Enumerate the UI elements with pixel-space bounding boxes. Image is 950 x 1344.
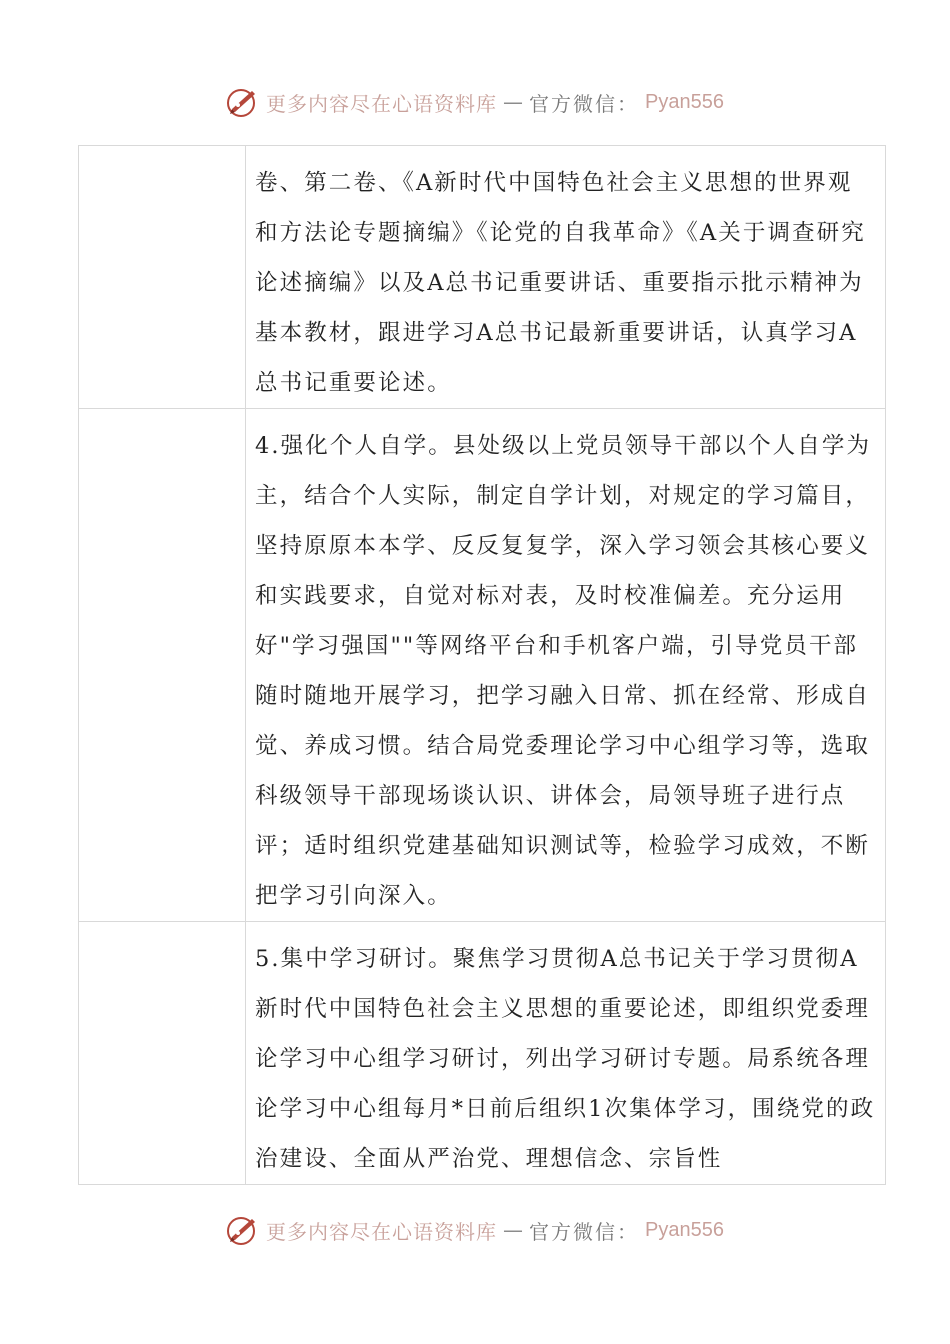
table-row (79, 146, 886, 409)
footer-wechat-id: Pyan556 (645, 1218, 724, 1241)
table-row (79, 922, 886, 1185)
header-wechat-label: 官方微信： (529, 91, 640, 116)
footer-banner (0, 1210, 950, 1250)
table-cell-left (79, 409, 246, 922)
table-cell-right (246, 922, 886, 1185)
pen-circle-logo-icon (226, 1213, 260, 1247)
content-table (78, 145, 886, 1185)
paragraph-group-study: 5.集中学习研讨。聚焦学习贯彻A总书记关于学习贯彻A新时代中国特色社会主义思想的重要论述，即组织党委理论学习中心组学习研讨，列出学习研讨专题。局系统各理论学习中心组每月*日前后组织1次集体学习，围绕党的政治建设、全面从严治党、理想信念、宗旨性 (255, 946, 876, 1172)
header-brand-text: 更多内容尽在心语资料库 (266, 91, 498, 116)
header-wechat-id: Pyan556 (645, 90, 724, 113)
table-row (79, 409, 886, 922)
footer-brand-text: 更多内容尽在心语资料库 (266, 1219, 498, 1244)
table-cell-left (79, 146, 246, 409)
table-cell-right (246, 146, 886, 409)
paragraph-study-materials: 卷、第二卷、《A新时代中国特色社会主义思想的世界观和方法论专题摘编》《论党的自我革命》《A关于调查研究论述摘编》以及A总书记重要讲话、重要指示批示精神为基本教材，跟进学习A总书记最新重要讲话，认真学习A总书记重要论述。 (255, 170, 866, 396)
header-banner (0, 82, 950, 122)
table-cell-left (79, 922, 246, 1185)
footer-wechat-label: 官方微信： (529, 1219, 640, 1244)
footer-separator: — (503, 1218, 524, 1242)
table-cell-right (246, 409, 886, 922)
header-separator: — (503, 90, 524, 114)
paragraph-self-study: 4.强化个人自学。县处级以上党员领导干部以个人自学为主，结合个人实际，制定自学计划，对规定的学习篇目，坚持原原本本学、反反复复学，深入学习领会其核心要义和实践要求，自觉对标对表，及时校准偏差。充分运用好"学习强国""等网络平台和手机客户端，引导党员干部随时随地开展学习，把学习融入日常、抓在经常、形成自觉、养成习惯。结合局党委理论学习中心组学习等，选取科级领导干部现场谈认识、讲体会，局领导班子进行点评；适时组织党建基础知识测试等，检验学习成效，不断把学习引向深入。 (255, 433, 872, 909)
pen-circle-logo-icon (226, 85, 260, 119)
